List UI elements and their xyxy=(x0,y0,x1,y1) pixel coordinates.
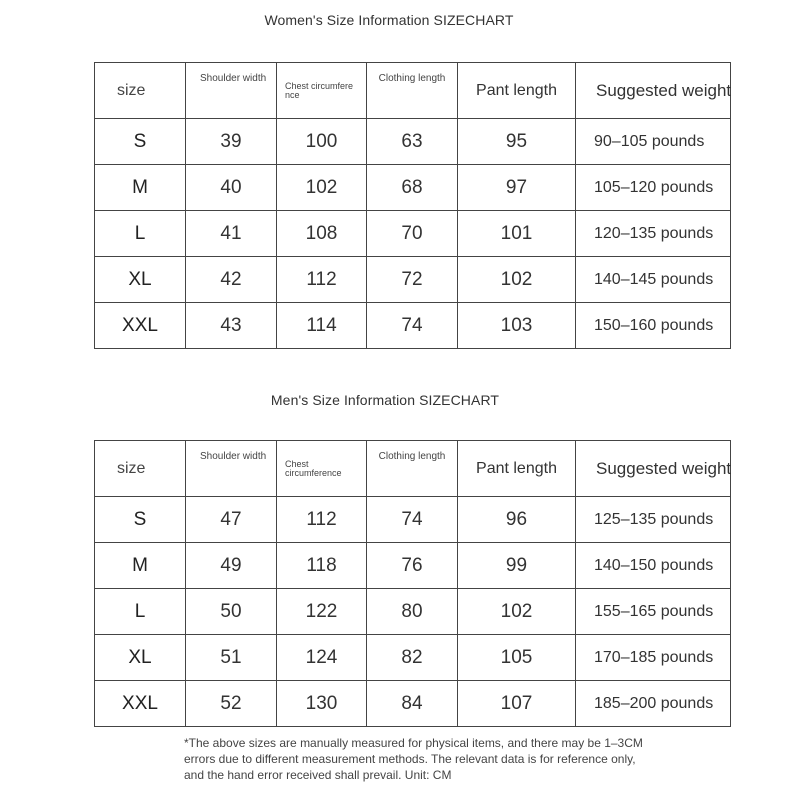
shoulder-cell: 51 xyxy=(186,635,277,681)
weight-cell: 150–160 pounds xyxy=(576,303,731,349)
size-cell: M xyxy=(95,543,186,589)
size-cell: L xyxy=(95,589,186,635)
weight-cell: 125–135 pounds xyxy=(576,497,731,543)
clothing-cell: 80 xyxy=(367,589,458,635)
header-clothing-length: Clothing length xyxy=(367,441,458,497)
weight-cell: 90–105 pounds xyxy=(576,119,731,165)
header-pant-length: Pant length xyxy=(458,441,576,497)
table-row xyxy=(95,497,731,543)
women-size-table xyxy=(94,62,731,349)
clothing-cell: 70 xyxy=(367,211,458,257)
chest-cell: 130 xyxy=(277,681,367,727)
pant-cell: 97 xyxy=(458,165,576,211)
weight-cell: 140–145 pounds xyxy=(576,257,731,303)
weight-cell: 140–150 pounds xyxy=(576,543,731,589)
size-cell: XL xyxy=(95,635,186,681)
pant-cell: 99 xyxy=(458,543,576,589)
clothing-cell: 82 xyxy=(367,635,458,681)
header-suggested-weight: Suggested weight xyxy=(576,441,731,497)
shoulder-cell: 42 xyxy=(186,257,277,303)
table-row xyxy=(95,635,731,681)
weight-cell: 185–200 pounds xyxy=(576,681,731,727)
pant-cell: 101 xyxy=(458,211,576,257)
clothing-cell: 68 xyxy=(367,165,458,211)
size-cell: L xyxy=(95,211,186,257)
pant-cell: 95 xyxy=(458,119,576,165)
clothing-cell: 63 xyxy=(367,119,458,165)
men-chart-title: Men's Size Information SIZECHART xyxy=(270,392,500,408)
header-clothing-length: Clothing length xyxy=(367,63,458,119)
chest-cell: 118 xyxy=(277,543,367,589)
header-shoulder-width: Shoulder width xyxy=(186,63,277,119)
clothing-cell: 76 xyxy=(367,543,458,589)
table-row xyxy=(95,589,731,635)
header-chest-circumference: Chest circumference xyxy=(277,441,367,497)
weight-cell: 155–165 pounds xyxy=(576,589,731,635)
clothing-cell: 74 xyxy=(367,497,458,543)
shoulder-cell: 49 xyxy=(186,543,277,589)
weight-cell: 120–135 pounds xyxy=(576,211,731,257)
table-header-row xyxy=(95,63,731,119)
table-row xyxy=(95,257,731,303)
header-suggested-weight: Suggested weight xyxy=(576,63,731,119)
chest-cell: 108 xyxy=(277,211,367,257)
header-size: size xyxy=(95,63,186,119)
header-size: size xyxy=(95,441,186,497)
size-cell: XL xyxy=(95,257,186,303)
pant-cell: 105 xyxy=(458,635,576,681)
chest-cell: 112 xyxy=(277,257,367,303)
table-row xyxy=(95,303,731,349)
men-size-table xyxy=(94,440,731,727)
table-row xyxy=(95,211,731,257)
table-row xyxy=(95,681,731,727)
clothing-cell: 74 xyxy=(367,303,458,349)
women-chart-title: Women's Size Information SIZECHART xyxy=(264,12,514,28)
pant-cell: 107 xyxy=(458,681,576,727)
chest-cell: 114 xyxy=(277,303,367,349)
size-cell: S xyxy=(95,119,186,165)
pant-cell: 103 xyxy=(458,303,576,349)
weight-cell: 105–120 pounds xyxy=(576,165,731,211)
weight-cell: 170–185 pounds xyxy=(576,635,731,681)
shoulder-cell: 43 xyxy=(186,303,277,349)
chest-cell: 122 xyxy=(277,589,367,635)
shoulder-cell: 40 xyxy=(186,165,277,211)
chest-cell: 124 xyxy=(277,635,367,681)
pant-cell: 96 xyxy=(458,497,576,543)
table-row xyxy=(95,119,731,165)
chest-cell: 102 xyxy=(277,165,367,211)
footnote-text: *The above sizes are manually measured for physical items, and there may be 1–3CM errors due to different measurement methods. The relevant data is for reference only, and the hand error received shall prevail. Unit: CM xyxy=(184,736,643,782)
shoulder-cell: 39 xyxy=(186,119,277,165)
header-chest-circumference: Chest circumfere nce xyxy=(277,63,367,119)
table-header-row xyxy=(95,441,731,497)
header-shoulder-width: Shoulder width xyxy=(186,441,277,497)
table-row xyxy=(95,543,731,589)
shoulder-cell: 47 xyxy=(186,497,277,543)
size-cell: M xyxy=(95,165,186,211)
size-cell: XXL xyxy=(95,303,186,349)
shoulder-cell: 50 xyxy=(186,589,277,635)
clothing-cell: 72 xyxy=(367,257,458,303)
table-row xyxy=(95,165,731,211)
clothing-cell: 84 xyxy=(367,681,458,727)
size-cell: S xyxy=(95,497,186,543)
size-cell: XXL xyxy=(95,681,186,727)
shoulder-cell: 41 xyxy=(186,211,277,257)
pant-cell: 102 xyxy=(458,257,576,303)
shoulder-cell: 52 xyxy=(186,681,277,727)
pant-cell: 102 xyxy=(458,589,576,635)
chest-cell: 100 xyxy=(277,119,367,165)
header-pant-length: Pant length xyxy=(458,63,576,119)
chest-cell: 112 xyxy=(277,497,367,543)
